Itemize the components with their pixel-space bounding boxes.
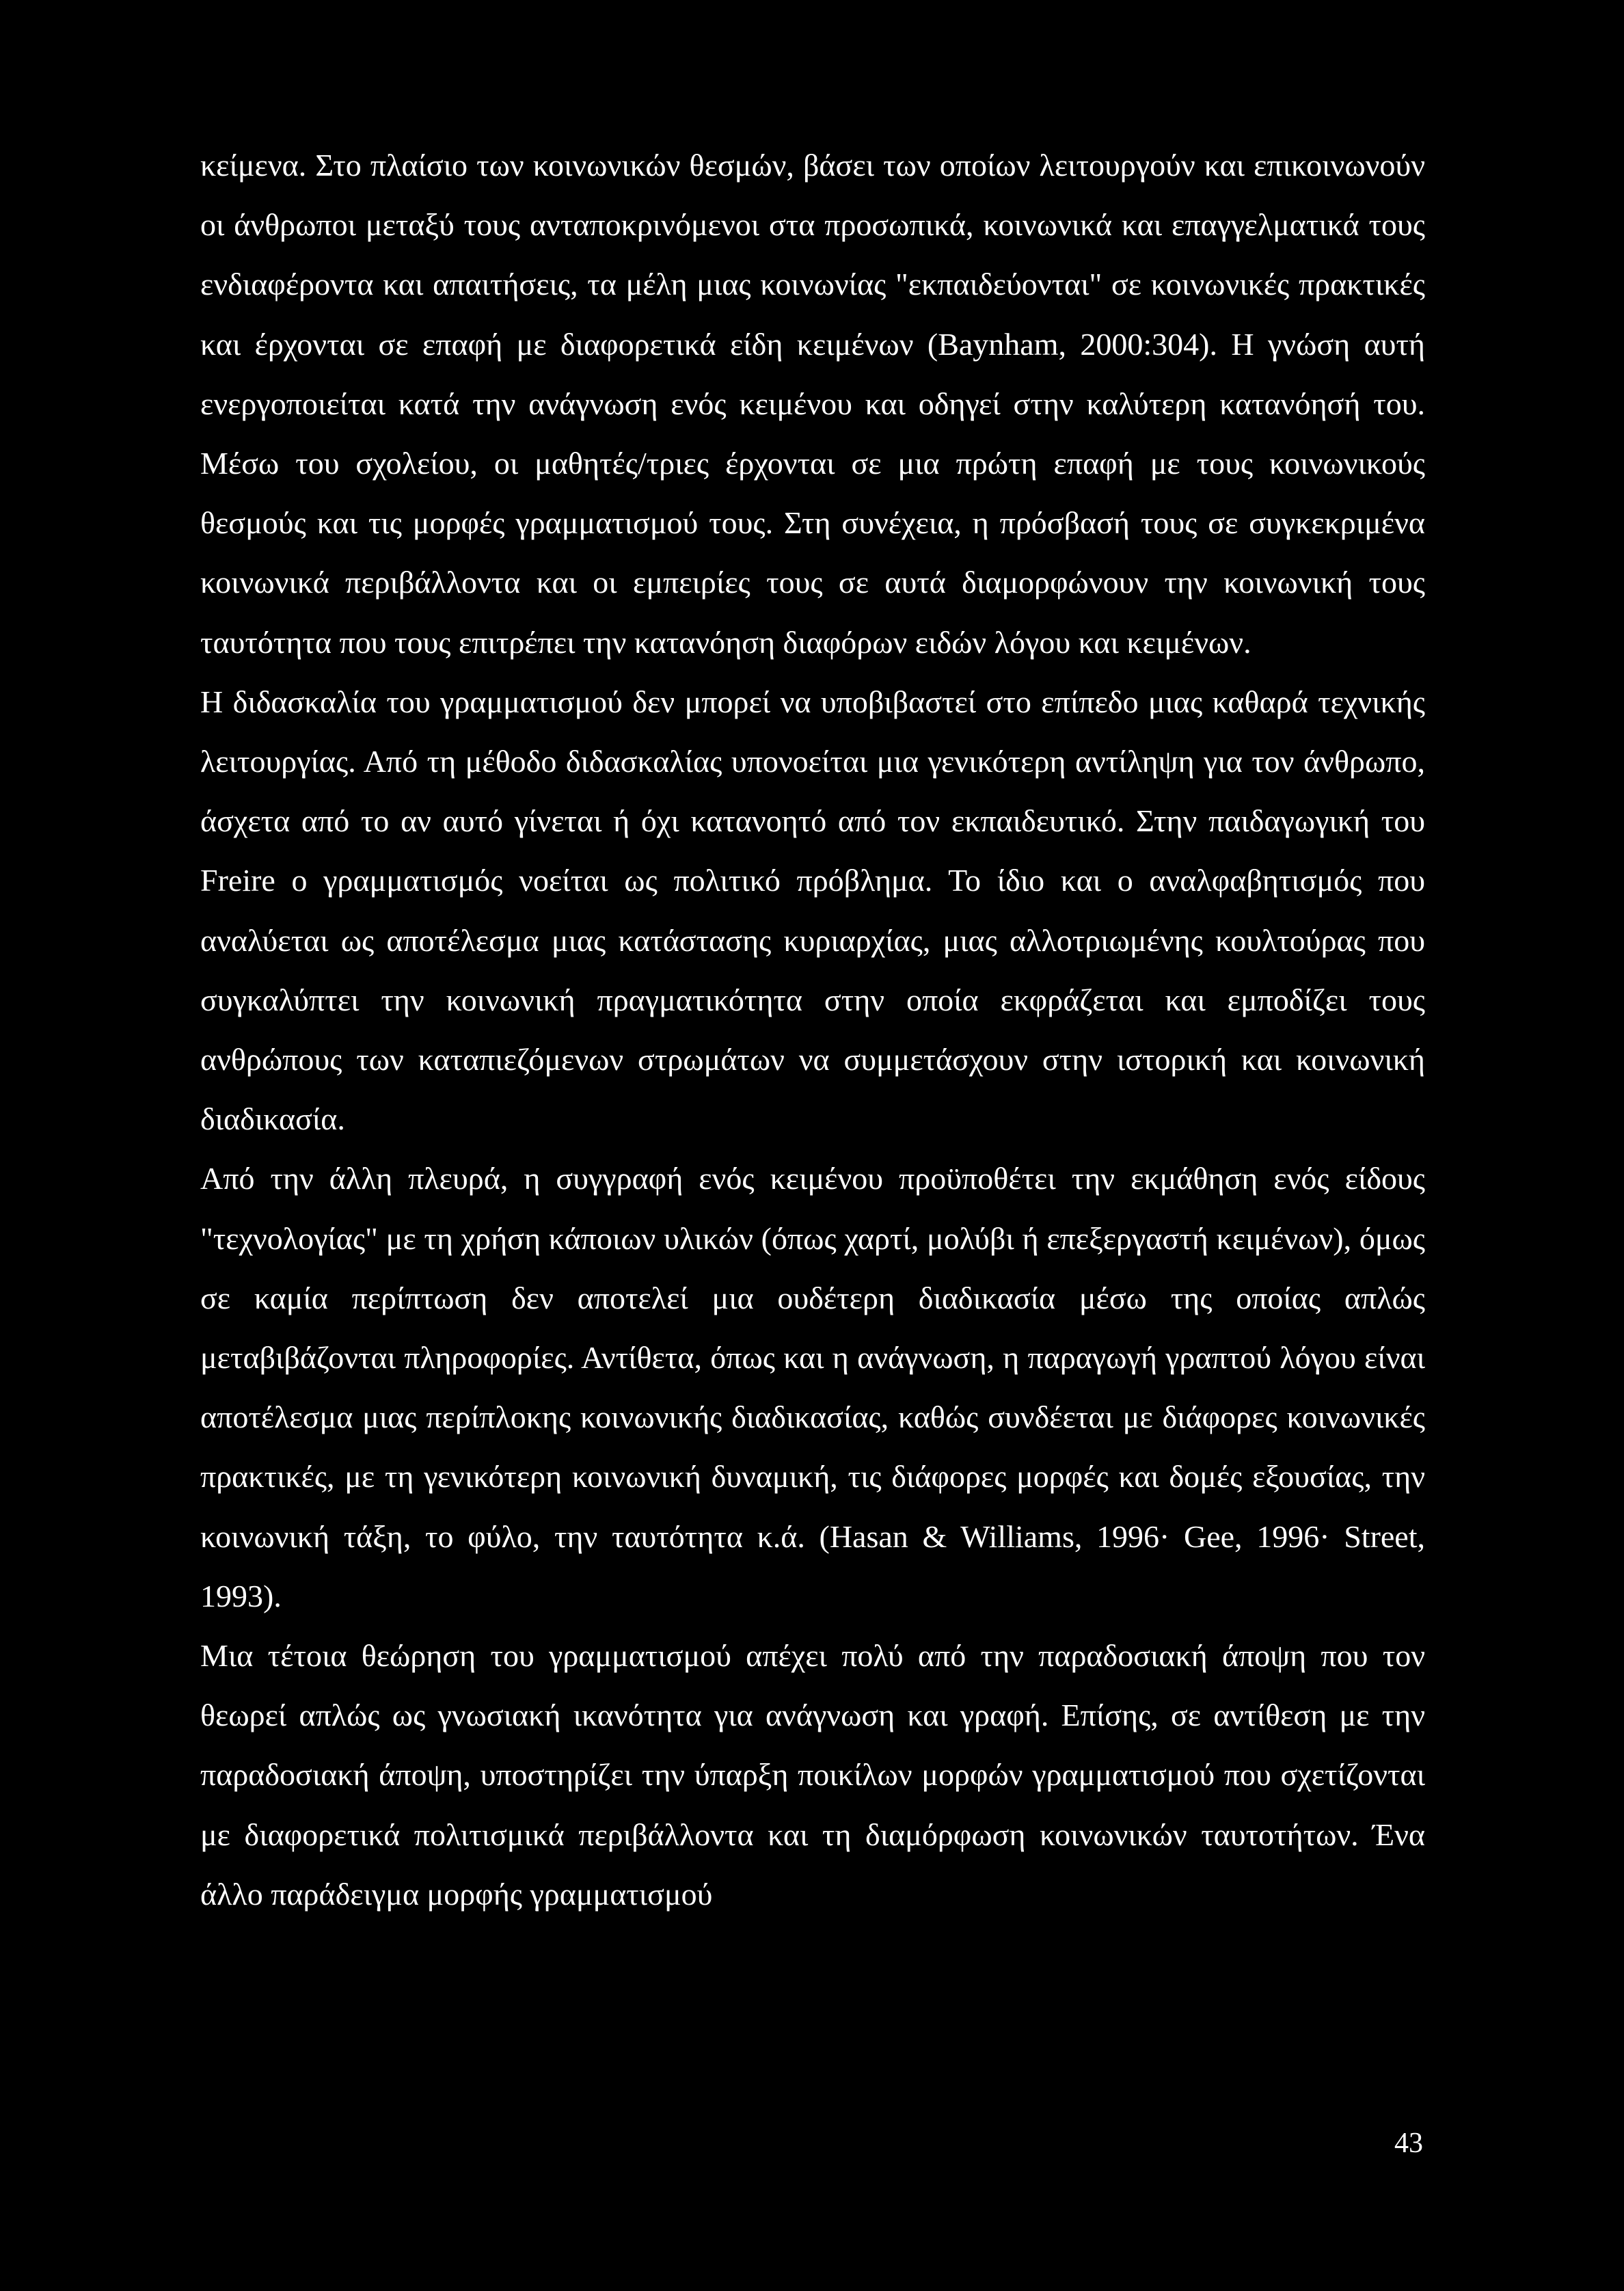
paragraph-2: Η διδασκαλία του γραμματισμού δεν μπορεί να υποβιβαστεί στο επίπεδο μιας καθαρά τεχνικής λειτουργίας. Από τη μέθοδο διδασκαλίας υπονοείται μια γενικότερη αντίληψη για τον άνθρωπο, άσχετα από το αν αυτό γίνεται ή όχι κατανοητό από τον εκπαιδευτικό. Στην παιδαγωγική του Freire ο γραμματισμός νοείται ως πολιτικό πρόβλημα. Το ίδιο και ο αναλφαβητισμός που αναλύεται ως αποτέλεσμα μιας κατάστασης κυριαρχίας, μιας αλλοτριωμένης κουλτούρας που συγκαλύπτει την κοινωνική πραγματικότητα στην οποία εκφράζεται και εμποδίζει τους ανθρώπους των καταπιεζόμενων στρωμάτων να συμμετάσχουν στην ιστορική και κοινωνική διαδικασία. <box>200 684 1425 1137</box>
paragraph-4: Μια τέτοια θεώρηση του γραμματισμού απέχει πολύ από την παραδοσιακή άποψη που τον θεωρεί απλώς ως γνωσιακή ικανότητα για ανάγνωση και γραφή. Επίσης, σε αντίθεση με την παραδοσιακή άποψη, υποστηρίζει την ύπαρξη ποικίλων μορφών γραμματισμού που σχετίζονται με διαφορετικά πολιτισμικά περιβάλλοντα και τη διαμόρφωση κοινωνικών ταυτοτήτων. Ένα άλλο παράδειγμα μορφής γραμματισμού <box>200 1638 1425 1912</box>
body-text <box>200 135 1425 1924</box>
paragraph-1: κείμενα. Στο πλαίσιο των κοινωνικών θεσμών, βάσει των οποίων λειτουργούν και επικοινωνούν οι άνθρωποι μεταξύ τους ανταποκρινόμενοι στα προσωπικά, κοινωνικά και επαγγελματικά τους ενδιαφέροντα και απαιτήσεις, τα μέλη μιας κοινωνίας "εκπαιδεύονται" σε κοινωνικές πρακτικές και έρχονται σε επαφή με διαφορετικά είδη κειμένων (Baynham, 2000:304). Η γνώση αυτή ενεργοποιείται κατά την ανάγνωση ενός κειμένου και οδηγεί στην καλύτερη κατανόησή του. Μέσω του σχολείου, οι μαθητές/τριες έρχονται σε μια πρώτη επαφή με τους κοινωνικούς θεσμούς και τις μορφές γραμματισμού τους. Στη συνέχεια, η πρόσβασή τους σε συγκεκριμένα κοινωνικά περιβάλλοντα και οι εμπειρίες τους σε αυτά διαμορφώνουν την κοινωνική τους ταυτότητα που τους επιτρέπει την κατανόηση διαφόρων ειδών λόγου και κειμένων. <box>200 148 1425 660</box>
page-number: 43 <box>1394 2128 1423 2159</box>
paragraph-3: Από την άλλη πλευρά, η συγγραφή ενός κειμένου προϋποθέτει την εκμάθηση ενός είδους "τεχνολογίας" με τη χρήση κάποιων υλικών (όπως χαρτί, μολύβι ή επεξεργαστή κειμένων), όμως σε καμία περίπτωση δεν αποτελεί μια ουδέτερη διαδικασία μέσω της οποίας απλώς μεταβιβάζονται πληροφορίες. Αντίθετα, όπως και η ανάγνωση, η παραγωγή γραπτού λόγου είναι αποτέλεσμα μιας περίπλοκης κοινωνικής διαδικασίας, καθώς συνδέεται με διάφορες κοινωνικές πρακτικές, με τη γενικότερη κοινωνική δυναμική, τις διάφορες μορφές και δομές εξουσίας, την κοινωνική τάξη, το φύλο, την ταυτότητα κ.ά. (Hasan & Williams, 1996· Gee, 1996· Street, 1993). <box>200 1161 1425 1613</box>
